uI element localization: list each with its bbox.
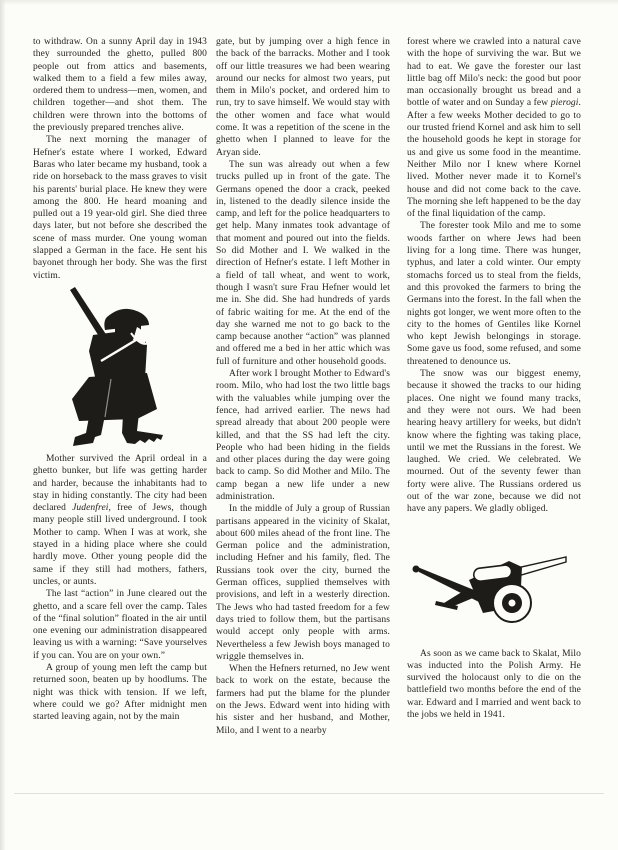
italic-term-judenfrei: Judenfrei, [72, 503, 111, 514]
paragraph-segment: Mother survived the April ordeal in a ghetto bunker, but life was getting harder and harder, because the inhabitants had to stay in hiding constantly. The city had been declared [33, 453, 207, 514]
paragraph-segment: . After a few weeks Mother decided to go to our trusted friend Kornel and ask him to sell the household goods he kept in storage for us and give us some food in the meantime. Neither Milo nor I knew where Kornel lived. Mother never made it to Kornel's house and did not come back to the cave. The morning she left happened to be the day of the final liquidation of the camp. [407, 98, 581, 220]
paragraph: The next morning the manager of Hefner's estate where I worked, Edward Baras who later became my husband, took a ride on horseback to the mass graves to visit his parents' burial place. He knew they were among the 800. He heard moaning and pulled out a 19 year-old girl. She died three days later, but not before she described the scene of mass murder. One young woman slapped a German in the face. He sent his bayonet through her body. She was the first victim. [33, 135, 207, 281]
paragraph-segment: free of Jews, though many people still lived underground. I took Mother to camp. When I was at work, she stayed in a hiding place where she could hardly move. Other young people did the same if they still had mothers, fathers, uncles, or aunts. [33, 503, 207, 587]
cannon-illustration [409, 556, 567, 648]
paragraph: to withdraw. On a sunny April day in 1943 they surrounded the ghetto, pulled 800 people out from attics and basements, walked them to a field a few miles away, ordered them to undress—men, women, and children together—and shot them. The children were thrown into the bottoms of the previously prepared trenches alive. [33, 37, 207, 134]
paragraph: The forester took Milo and me to some woods farther on where Jews had been living for a long time. There was hunger, typhus, and later a cold winter. Our empty stomachs forced us to steal from the fields, and this provoked the farmers to bring the Germans into the forest. In the fall when the nights got longer, we went more often to the city to the homes of Gentiles like Kornel who kept Jewish belongings in storage. Some gave us food, some refused, and some threatened to denounce us. [407, 221, 581, 367]
soldier-illustration [65, 287, 175, 449]
text-column-left [33, 36, 207, 723]
text-column-right [407, 36, 581, 721]
scan-artifact-top-edge [0, 0, 618, 5]
paragraph: In the middle of July a group of Russian partisans appeared in the vicinity of Skalat, about 600 miles ahead of the front line. The German police and the administration, including Hefner and his family, fled. The Russians took over the city, burned the German offices, supplied themselves with provisions, and left in a westerly direction. The Jews who had tasted freedom for a few days tried to follow them, but the partisans would accept only people with arms. Nevertheless a few Jewish boys managed to wriggle themselves in. [216, 504, 390, 662]
paragraph: gate, but by jumping over a high fence in the back of the barracks. Mother and I took off our little treasures we had been wearing around our necks for almost two years, put them in Milo's pocket, and ordered him to run, try to save himself. We would stay with the other women and face what would come. It was a repetition of the scene in the ghetto when I planned to leave for the Aryan side. [216, 37, 390, 158]
paragraph: The snow was our biggest enemy, because it showed the tracks to our hiding places. One night we found many tracks, and they were not ours. We had been hearing heavy artillery for weeks, but didn't know where the fighting was taking place, until we met the Russians in the forest. We laughed. We cried. We celebrated. We mourned. Out of the seventy fewer than forty were alive. The Russians ordered us out of the war zone, because we did not have any papers. We gladly obliged. [407, 369, 581, 515]
paragraph-segment: forest where we crawled into a natural cave with the hope of surviving the war. But we had to eat. We gave the forester our last little bag off Milo's neck: the good but poor man occasionally brought us bread and a bottle of water and on Sunday a few [407, 37, 581, 109]
soldier-silhouette-icon [65, 287, 175, 449]
cannon-icon [409, 556, 567, 648]
italic-term-pierogi: pierogi [550, 98, 579, 109]
paragraph [407, 36, 581, 220]
scan-artifact-left-edge [0, 0, 6, 850]
paragraph [33, 453, 207, 588]
scan-artifact-bottom-rule [14, 793, 604, 794]
paragraph: When the Hefners returned, no Jew went back to work on the estate, because the farmers had put the blame for the plunder on the Jews. Edward went into hiding with his sister and her husband, and Mother, Milo, and I went to a nearby [216, 664, 390, 736]
text-column-middle [216, 36, 390, 737]
paragraph: The last “action” in June cleared out the ghetto, and a scare fell over the camp. Tales of the “final solution” floated in the air until one evening our administration disappeared leaving us with a warning: “Save yourselves if you can. You are on your own.” [33, 589, 207, 661]
paragraph: A group of young men left the camp but returned soon, beaten up by hoodlums. The night was thick with tension. If we left, where could we go? After midnight men started leaving again, not by the main [33, 662, 207, 723]
paragraph: After work I brought Mother to Edward's room. Milo, who had lost the two little bags with the valuables while jumping over the fence, had arrived earlier. The news had spread already that about 200 people were killed, and that the SS had left the city. People who had been hiding in the fields and other places during the day were going back to camp. So did Mother and Milo. The camp began a new life under a new administration. [216, 369, 390, 502]
paragraph: The sun was already out when a few trucks pulled up in front of the gate. The Germans opened the door a crack, peeked in, listened to the deadly silence inside the camp, and left for the police headquarters to get help. Many inmates took advantage of that moment and poured out into the fields. So did Mother and I. We walked in the direction of Hefner's estate. I left Mother in a field of tall wheat, and went to work, though I wasn't sure Frau Hefner would let me in. She did. She had hundreds of yards of fabric waiting for me. At the end of the day she warned me not to go back to the camp because another “action” was planned and offered me a bed in her attic which was full of furniture and other household goods. [216, 159, 390, 367]
paragraph: As soon as we came back to Skalat, Milo was inducted into the Polish Army. He survived the holocaust only to die on the battlefield two months before the end of the war. Edward and I married and went back to the jobs we held in 1941. [407, 648, 581, 721]
